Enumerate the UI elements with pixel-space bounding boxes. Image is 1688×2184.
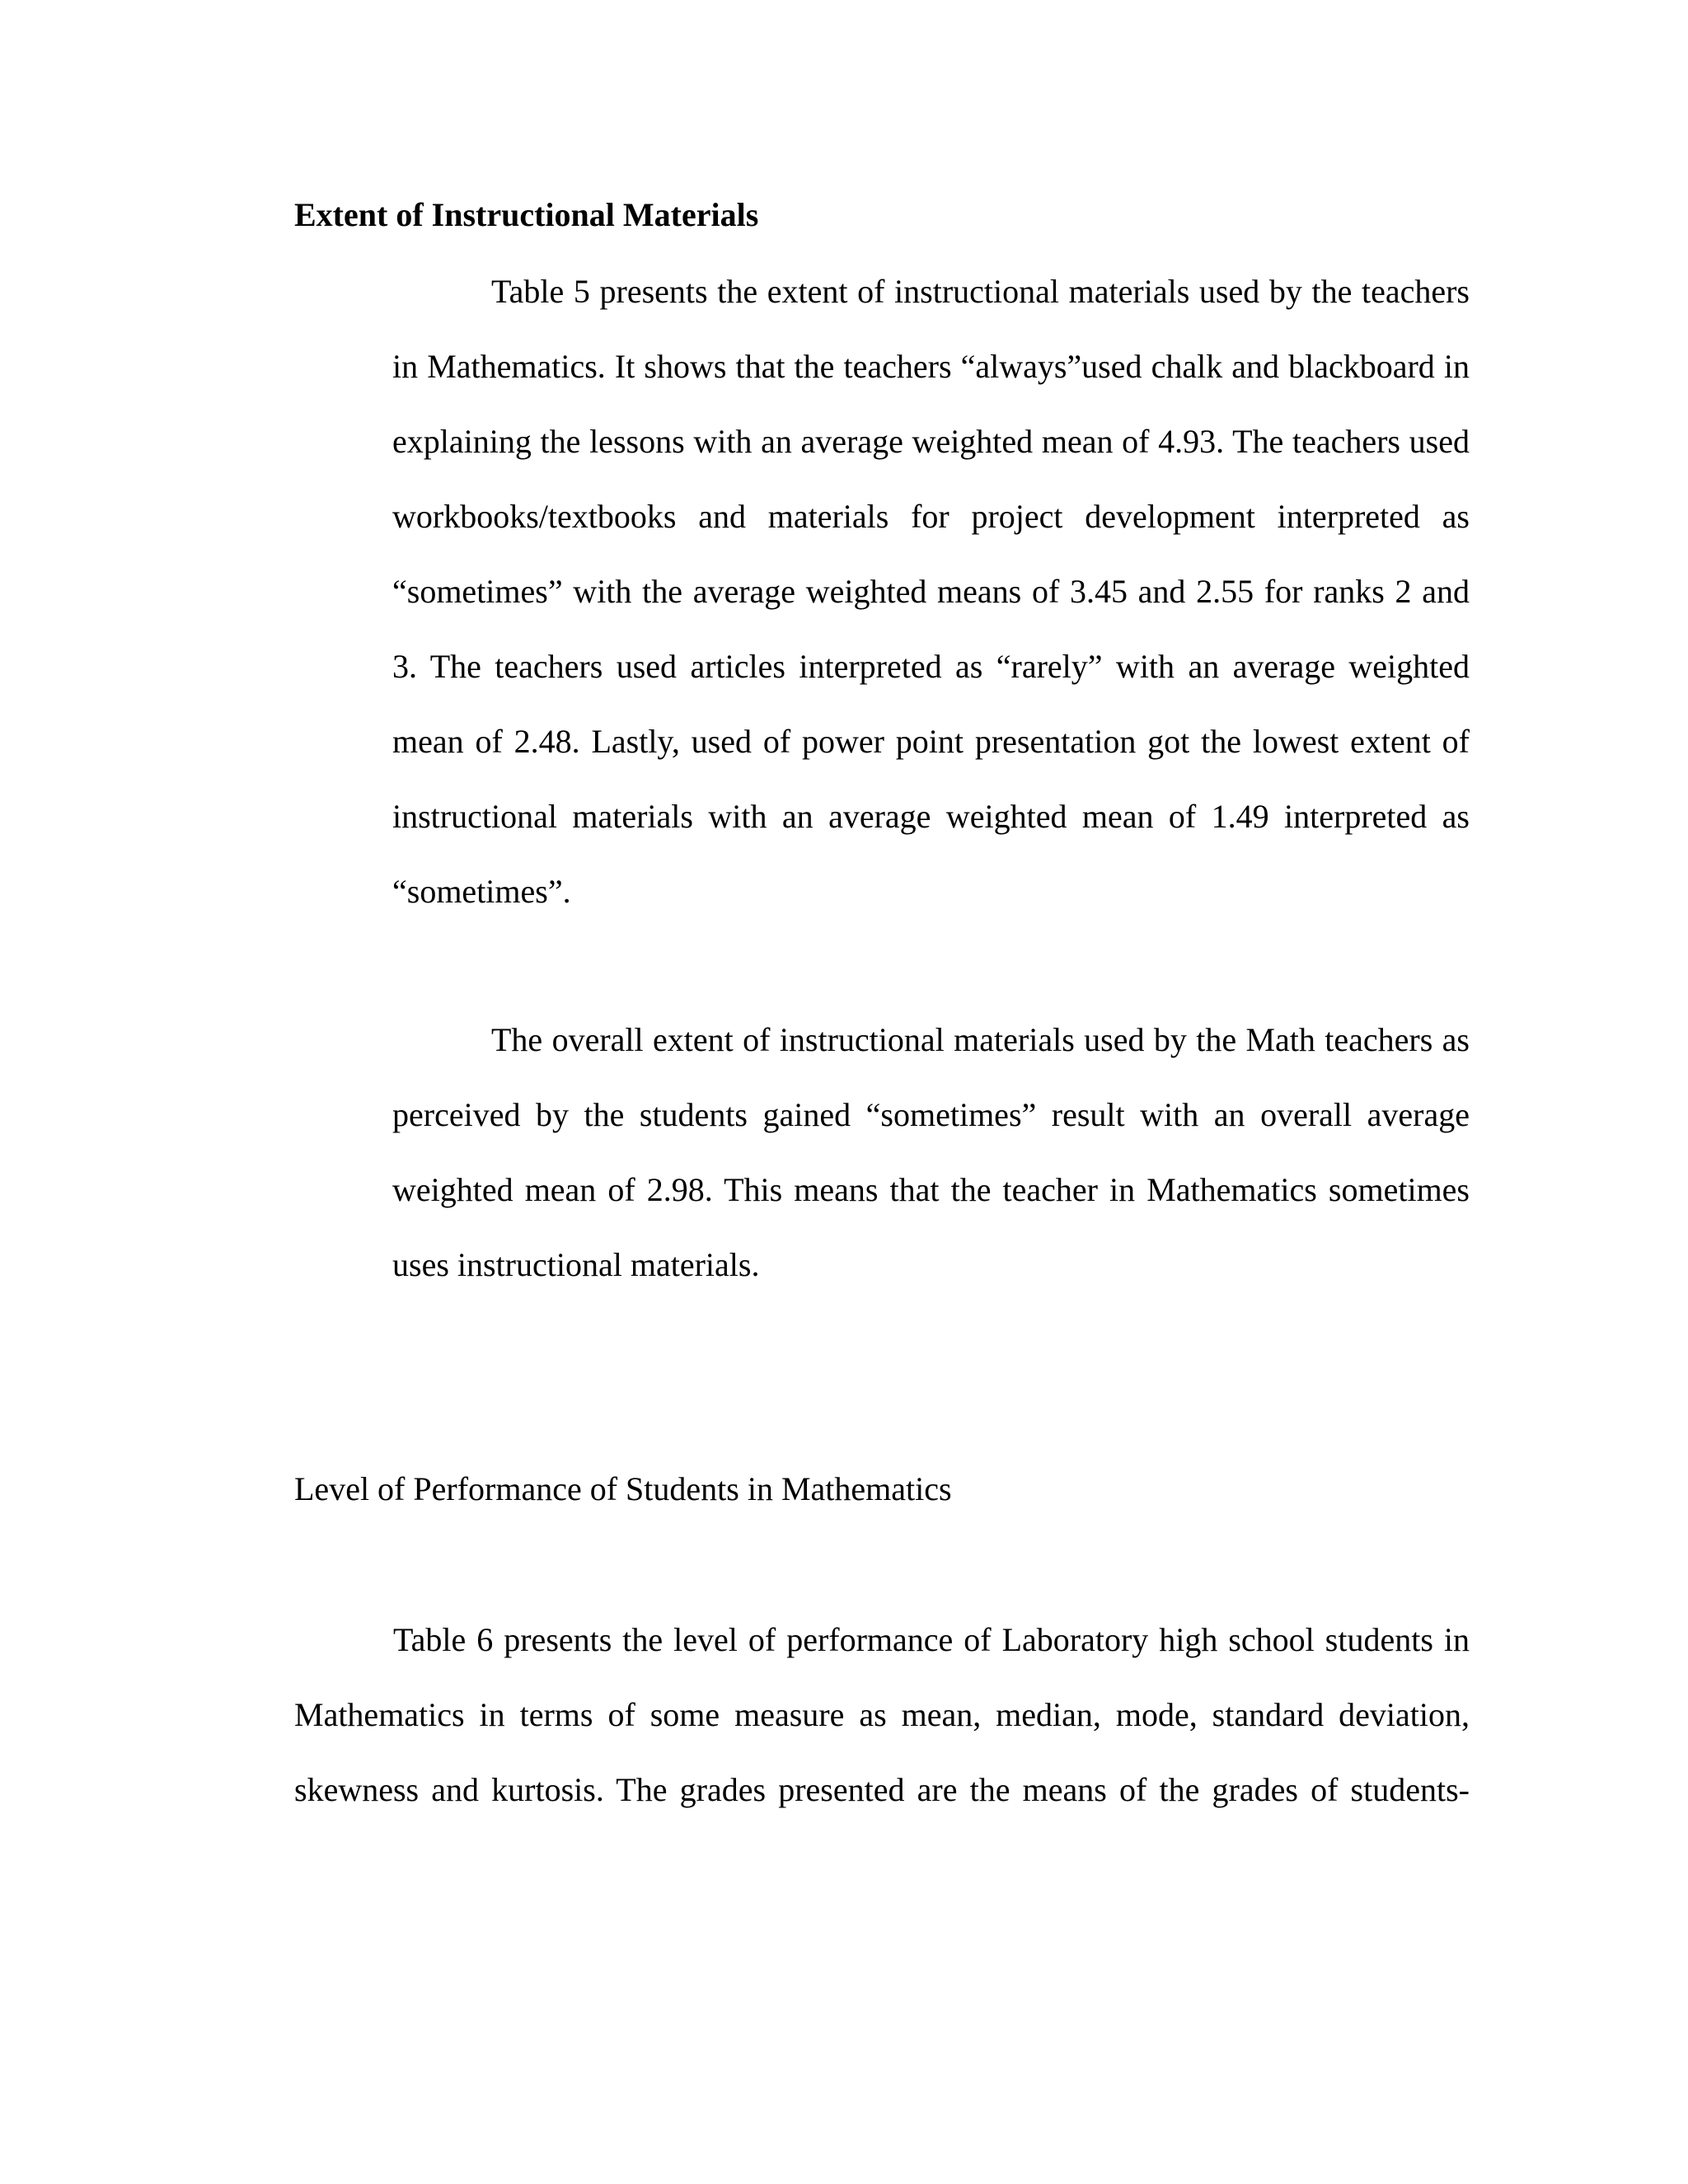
paragraph-overall-extent: The overall extent of instructional materials used by the Math teachers as perceived by the students gained “sometimes” result with an overall average weighted mean of 2.98. This means that the teacher in Mathematics sometimes uses instructional materials.: [392, 1021, 1470, 1283]
section-heading-performance: Level of Performance of Students in Mathematics: [294, 1470, 952, 1507]
paragraph-table5-description: Table 5 presents the extent of instructional materials used by the teachers in Mathematics. It shows that the teachers “always”used chalk and blackboard in explaining the lessons with an average weighted mean of 4.93. The teachers used workbooks/textbooks and materials for project development interpreted as “sometimes” with the average weighted means of 3.45 and 2.55 for ranks 2 and 3. The teachers used articles interpreted as “rarely” with an average weighted mean of 2.48. Lastly, used of power point presentation got the lowest extent of instructional materials with an average weighted mean of 1.49 interpreted as “sometimes”.: [392, 273, 1470, 910]
paragraph-table6-description: Table 6 presents the level of performance of Laboratory high school students in Mathematics in terms of some measure as mean, median, mode, standard deviation, skewness and kurtosis. The grades presented are the means of the grades of students-: [294, 1621, 1470, 1808]
section-heading-instructional-materials: Extent of Instructional Materials: [294, 196, 759, 233]
